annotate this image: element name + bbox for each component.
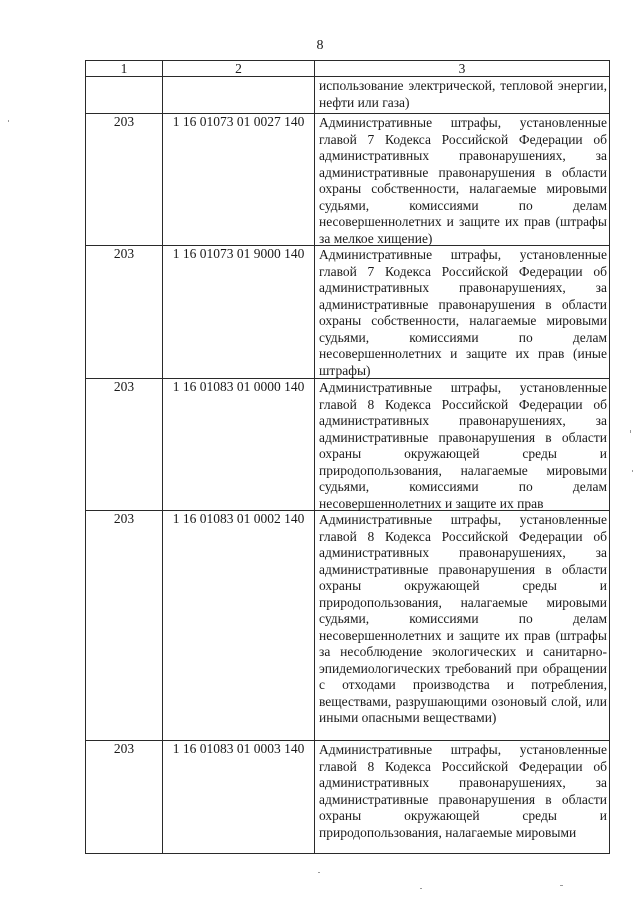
description-text: Административные штрафы, установленные главой 8 Кодекса Российской Федерации об административных правонарушениях, за административные правонарушения в области охраны окружающей среды и природопользования, налагаемые мировыми судьями, комиссиями по делам несовершеннолетних и защите их прав (штрафы за несоблюдение экологических и санитарно-эпидемиологических требований при обращении с отходами производства и потребления, веществами, разрушающими озоновый слой, или иными опасными веществами)	[319, 512, 607, 725]
admin-code-cell: 203	[86, 246, 163, 379]
budget-code-cell: 1 16 01083 01 0000 140	[163, 379, 315, 511]
admin-code-cell: 203	[86, 379, 163, 511]
description-text: Административные штрафы, установленные главой 8 Кодекса Российской Федерации об административных правонарушениях, за административные правонарушения в области охраны окружающей среды и природопользования, налагаемые мировыми судьями, комиссиями по делам несовершеннолетних и защите их прав	[319, 380, 607, 511]
description-text: Административные штрафы, установленные главой 7 Кодекса Российской Федерации об административных правонарушениях, за административные правонарушения в области охраны собственности, налагаемые мировыми судьями, комиссиями по делам несовершеннолетних и защите их прав (иные штрафы)	[319, 247, 607, 378]
description-cell	[315, 741, 610, 854]
table-row	[86, 77, 610, 114]
description-text: Административные штрафы, установленные главой 7 Кодекса Российской Федерации об административных правонарушениях, за административные правонарушения в области охраны собственности, налагаемые мировыми судьями, комиссиями по делам несовершеннолетних и защите их прав (штрафы за мелкое хищение)	[319, 115, 607, 246]
description-cell	[315, 114, 610, 246]
admin-code-cell: 203	[86, 741, 163, 854]
description-cell	[315, 379, 610, 511]
table-row	[86, 246, 610, 379]
budget-codes-table	[85, 60, 610, 854]
budget-code-cell: 1 16 01083 01 0003 140	[163, 741, 315, 854]
description-cell	[315, 511, 610, 741]
table-row	[86, 741, 610, 854]
page-number: 8	[316, 38, 324, 53]
budget-code-cell	[163, 77, 315, 114]
admin-code-cell	[86, 77, 163, 114]
budget-code-cell: 1 16 01073 01 0027 140	[163, 114, 315, 246]
budget-code-cell: 1 16 01073 01 9000 140	[163, 246, 315, 379]
description-text: Административные штрафы, установленные главой 8 Кодекса Российской Федерации об административных правонарушениях, за административные правонарушения в области охраны окружающей среды и природопользования, налагаемые мировыми	[319, 742, 607, 840]
description-text: использование электрической, тепловой энергии, нефти или газа)	[319, 78, 607, 110]
description-cell	[315, 77, 610, 114]
table-row	[86, 379, 610, 511]
description-cell	[315, 246, 610, 379]
budget-code-cell: 1 16 01083 01 0002 140	[163, 511, 315, 741]
table-header-row	[86, 61, 610, 77]
admin-code-cell: 203	[86, 114, 163, 246]
header-col-1: 1	[86, 61, 163, 77]
table-row	[86, 114, 610, 246]
header-col-3: 3	[315, 61, 610, 77]
header-col-2: 2	[163, 61, 315, 77]
admin-code-cell: 203	[86, 511, 163, 741]
table-row	[86, 511, 610, 741]
